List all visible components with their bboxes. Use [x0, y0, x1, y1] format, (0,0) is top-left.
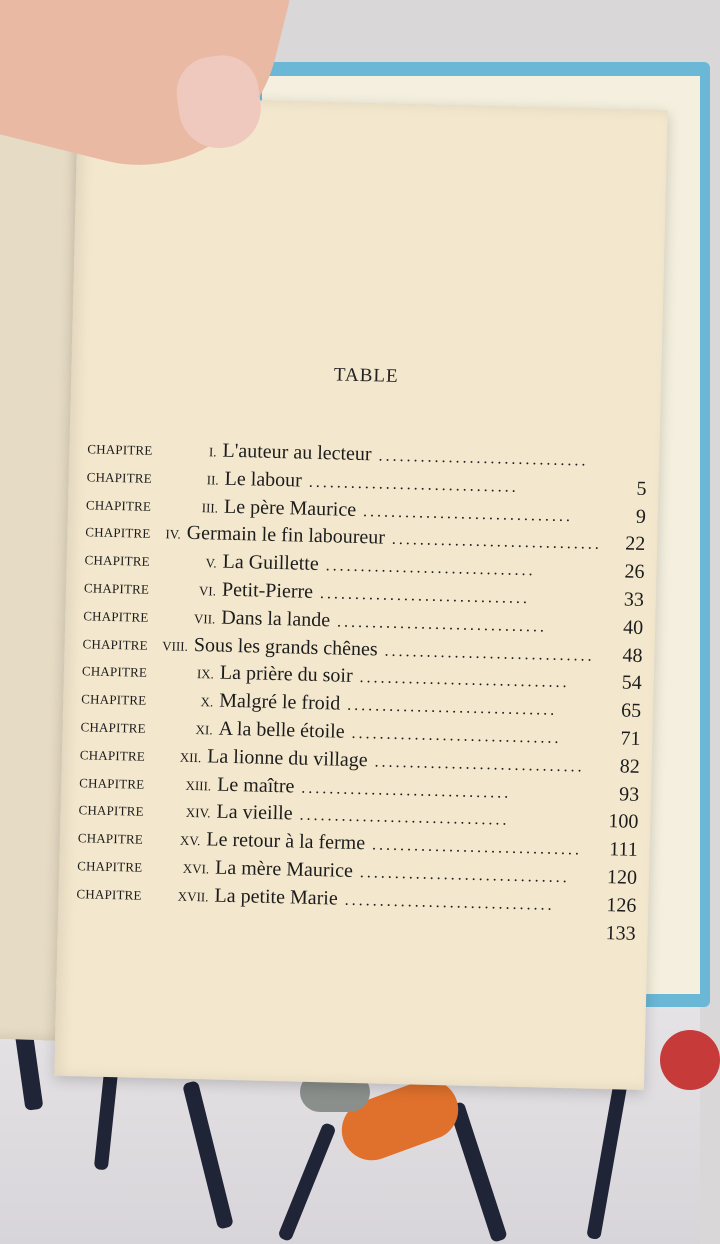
- chapter-label: CHAPITRE: [77, 830, 144, 847]
- chapter-page-number: 111: [608, 838, 639, 862]
- chapter-number: XIII.: [185, 777, 212, 794]
- fabric-red-patch: [660, 1030, 720, 1090]
- chapter-label: [76, 926, 168, 928]
- chapter-title: L'auteur au lecteur ..............................: [222, 439, 589, 470]
- chapter-title: La petite Marie ..............................: [214, 884, 555, 914]
- chapter-label: CHAPITRE: [83, 608, 149, 625]
- chapter-number: VII.: [193, 610, 216, 627]
- chapter-page-number: 71: [620, 727, 641, 750]
- chapter-label: CHAPITRE: [85, 524, 151, 542]
- chapter-label: CHAPITRE: [77, 858, 143, 875]
- chapter-number: XII.: [179, 749, 202, 765]
- chapter-page-number: [588, 466, 647, 467]
- chapter-number: VIII.: [162, 637, 189, 654]
- chapter-title: La mère Maurice ..............................: [214, 856, 570, 887]
- chapter-label: CHAPITRE: [79, 747, 146, 764]
- chapter-page-number: 22: [624, 532, 646, 556]
- chapter-page-number: 65: [620, 699, 642, 723]
- chapter-label: CHAPITRE: [87, 441, 153, 458]
- chapter-number: I.: [208, 444, 217, 460]
- book-page: [54, 96, 668, 1090]
- chapter-label: CHAPITRE: [86, 469, 153, 486]
- chapter-number: IV.: [165, 526, 181, 543]
- chapter-title: Le père Maurice ..............................: [223, 495, 574, 525]
- chapter-number: XVI.: [182, 860, 210, 877]
- chapter-number: II.: [206, 472, 219, 488]
- chapter-page-number: 5: [636, 477, 647, 500]
- chapter-label: CHAPITRE: [83, 580, 150, 597]
- chapter-title: La lionne du village ..............................: [206, 745, 585, 776]
- chapter-number: X.: [200, 694, 214, 710]
- chapter-number: XV.: [179, 832, 201, 849]
- chapter-page-number: 120: [606, 866, 638, 889]
- chapter-title: A la belle étoile ..............................: [218, 717, 562, 747]
- chapter-page-number: 26: [624, 560, 645, 584]
- chapter-title: Le retour à la ferme ..............................: [206, 828, 583, 859]
- chapter-title: Dans la lande ..............................: [221, 606, 548, 636]
- chapter-title: La prière du soir ..............................: [219, 662, 570, 692]
- chapter-label: CHAPITRE: [84, 552, 151, 570]
- chapter-label: CHAPITRE: [82, 635, 148, 653]
- chapter-page-number: 54: [621, 671, 643, 695]
- chapter-number: XVII.: [177, 888, 209, 905]
- chapter-title: La vieille ..............................: [216, 800, 510, 830]
- chapter-number: [168, 928, 214, 929]
- chapter-label: CHAPITRE: [85, 496, 152, 514]
- chapter-page-number: 40: [622, 616, 644, 639]
- chapter-page-number: 100: [608, 810, 639, 834]
- chapter-number: XIV.: [185, 805, 211, 821]
- table-of-contents: [75, 436, 647, 950]
- chapter-title: La Guillette ..............................: [222, 550, 536, 580]
- chapter-label: CHAPITRE: [78, 802, 144, 820]
- chapter-title: Malgré le froid ..............................: [218, 689, 558, 720]
- chapter-label: CHAPITRE: [81, 691, 147, 709]
- chapter-page-number: 9: [635, 505, 647, 528]
- chapter-page-number: 93: [618, 782, 640, 806]
- chapter-title: Le labour ..............................: [224, 467, 519, 496]
- chapter-label: CHAPITRE: [81, 663, 148, 681]
- chapter-title: Petit-Pierre ..............................: [221, 578, 531, 608]
- chapter-number: XI.: [195, 722, 213, 738]
- page-title: TABLE: [333, 364, 399, 387]
- chapter-page-number: 82: [619, 755, 641, 778]
- chapter-number: V.: [205, 555, 217, 571]
- chapter-title: Sous les grands chênes ..............................: [193, 633, 595, 665]
- chapter-page-number: 133: [605, 921, 636, 945]
- chapter-number: III.: [201, 499, 219, 516]
- chapter-page-number: 126: [606, 893, 637, 917]
- chapter-title: Germain le fin laboureur ..............................: [186, 522, 603, 554]
- chapter-title: Le maître ..............................: [216, 773, 512, 802]
- chapter-number: VI.: [198, 583, 217, 599]
- chapter-page-number: 48: [622, 644, 643, 667]
- chapter-label: CHAPITRE: [79, 774, 145, 792]
- chapter-number: IX.: [196, 666, 215, 682]
- chapter-label: CHAPITRE: [80, 719, 146, 736]
- chapter-label: CHAPITRE: [76, 885, 142, 903]
- chapter-page-number: 33: [623, 588, 645, 611]
- chapter-title: [214, 929, 576, 938]
